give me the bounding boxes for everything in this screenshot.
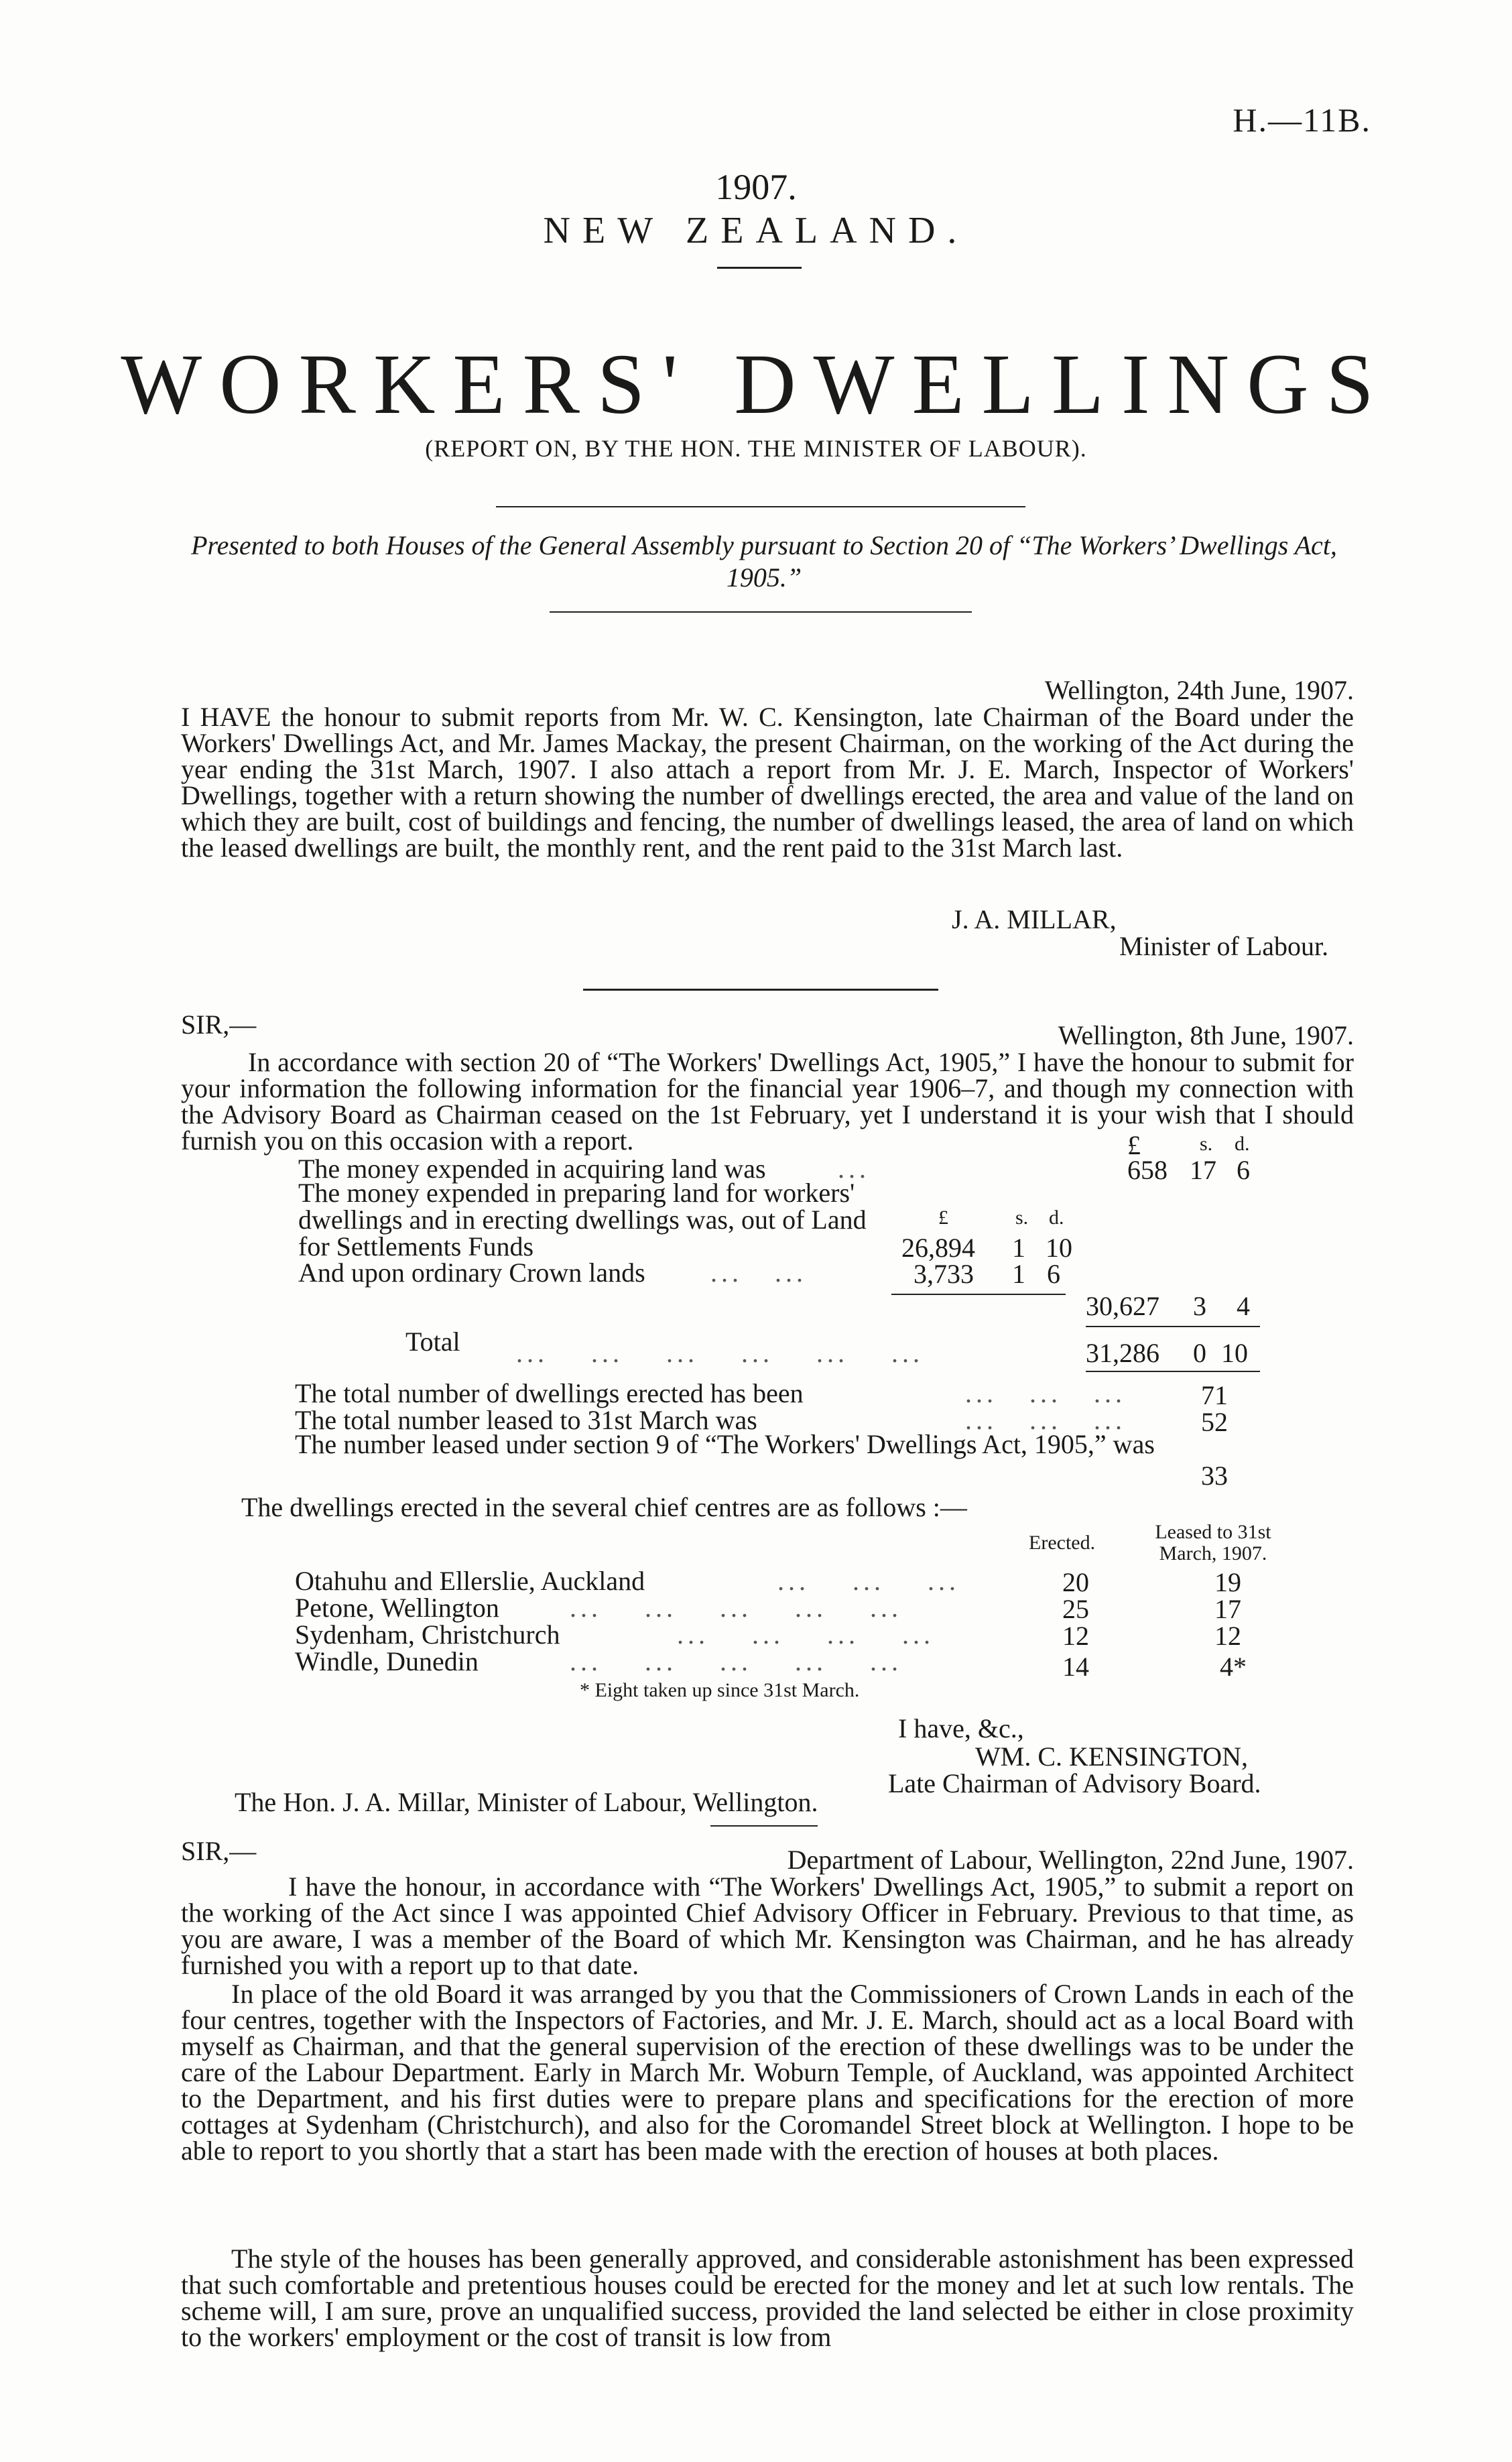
centre-erected: 14 [1062,1652,1089,1682]
count-value: 33 [1201,1461,1228,1491]
minister-signature: J. A. MILLAR, [952,904,1117,934]
kensington-salutation: SIR,— [181,1009,257,1040]
count-value: 52 [1201,1407,1228,1437]
money-item-label: The money expended in preparing land for workers' dwellings and in erecting dwellings was, out of Land for Settlements Funds [298,1178,867,1261]
sub-pence: 6 [1047,1259,1060,1289]
centre-erected: 25 [1062,1594,1089,1624]
mackay-paragraph: In place of the old Board it was arranged by you that the Commissioners of Crown Lands in each of the four centres, together with the Inspectors of Factories, and Mr. J. E. March, should act as a local Board with myself as Chairman, and that the general supervision of the erection of these dwellings was to be under the care of the Labour Department. Early in March Mr. Woburn Temple, of Auckland, was appointed Architect to the Department, and his first duties were to prepare plans and specifications for the erection of more cottages at Sydenham (Christchurch), and also for the Coromandel Street block at Wellington. I hope to be able to report to you shortly that a start has been made with the erection of houses at both places. [181,1979,1354,2166]
sub-pounds: 26,894 [901,1233,975,1263]
header-pence: d. [1235,1133,1250,1155]
mackay-paragraph: The style of the houses has been generally approved, and considerable astonishment has been expressed that such comfortable and pretentious houses could be erected for the money and let at such low rentals. The scheme will, I am sure, prove an unqualified success, provided the land selected be either in close proximity to the workers' employment or the cost of transit is low from [181,2243,1354,2352]
money-pounds: 658 [1127,1155,1168,1185]
count-label: The total number leased to 31st March was [295,1405,757,1435]
presentation-note: Presented to both Houses of the General Assembly pursuant to Section 20 of “The Workers’ Dwellings Act, 1905.” [191,530,1337,593]
header-shillings: s. [1200,1133,1213,1155]
total-pence: 10 [1221,1338,1248,1368]
total-shillings: 0 [1193,1338,1206,1368]
mackay-paragraph: I have the honour, in accordance with “The Workers' Dwellings Act, 1905,” to submit a report on the working of the Act since I was appointed Chief Advisory Officer in February. Previous to that time, as you are aware, I was a member of the Board of which Mr. Kensington was Chairman, and he has already furnished you with a report up to that date. [181,1871,1354,1980]
total-pounds: 31,286 [1086,1338,1159,1368]
centre-name: Sydenham, Christchurch [295,1619,560,1650]
footnote: * Eight taken up since 31st March. [580,1679,860,1701]
sub-pounds: 3,733 [914,1259,974,1289]
kensington-date: Wellington, 8th June, 1907. [1058,1020,1354,1050]
mackay-date: Department of Labour, Wellington, 22nd June, 1907. [787,1845,1354,1875]
centres-header-leased: Leased to 31st March, 1907. [1155,1521,1271,1564]
document-title: WORKERS' DWELLINGS [121,336,1391,432]
centres-intro: The dwellings erected in the several chief centres are as follows :— [241,1492,967,1522]
money-shillings: 3 [1193,1291,1206,1321]
centre-leased: 12 [1214,1621,1241,1651]
divider [717,267,802,269]
subtotal-rule [891,1294,1066,1295]
centre-leased: 19 [1214,1567,1241,1597]
money-shillings: 17 [1190,1155,1216,1185]
sub-header-shillings: s. [1015,1207,1029,1229]
kensington-closing: I have, &c., [898,1713,1024,1743]
sub-header-pounds: £ [938,1207,948,1229]
money-item-label: And upon ordinary Crown lands [298,1257,645,1288]
money-pence: 4 [1237,1291,1250,1321]
sub-shillings: 1 [1012,1259,1025,1289]
divider [550,611,972,613]
total-rule [1086,1326,1260,1327]
leader-dots: ... ... ... ... ... [570,1593,902,1623]
sub-pence: 10 [1046,1233,1072,1263]
document-year: 1907. [715,167,797,207]
minister-role: Minister of Labour. [1119,931,1329,961]
count-label: The number leased under section 9 of “The Workers' Dwellings Act, 1905,” was [295,1429,1155,1459]
kensington-addressee: The Hon. J. A. Millar, Minister of Labour, Wellington. [235,1787,818,1817]
centre-name: Petone, Wellington [295,1593,499,1623]
leader-dots: ... ... ... [777,1566,960,1596]
centre-leased: 17 [1214,1594,1241,1624]
country-heading: NEW ZEALAND. [543,210,969,251]
sub-header-pence: d. [1049,1207,1064,1229]
leader-dots: ... [838,1154,870,1184]
total-rule [1086,1371,1260,1372]
centre-name: Otahuhu and Ellerslie, Auckland [295,1566,645,1596]
mackay-salutation: SIR,— [181,1836,257,1866]
centre-leased: 4* [1220,1652,1247,1682]
centres-header-erected: Erected. [1029,1532,1096,1554]
document-subtitle: (REPORT ON, BY THE HON. THE MINISTER OF LABOUR). [425,435,1087,462]
leader-dots: ... ... ... [965,1378,1126,1408]
minister-letter-date: Wellington, 24th June, 1907. [1044,675,1354,705]
divider [496,506,1025,507]
leader-dots: ... ... ... ... ... [570,1646,902,1676]
divider [583,989,938,991]
divider [710,1825,818,1827]
count-label: The total number of dwellings erected has been [295,1378,804,1408]
centre-erected: 20 [1062,1567,1089,1597]
kensington-intro: In accordance with section 20 of “The Workers' Dwellings Act, 1905,” I have the honour to submit for your information the following information for the financial year 1906–7, and though my connection with the Advisory Board as Chairman ceased on the 1st February, yet I understand it is your wish that I should furnish you on this occasion with a report. [181,1047,1354,1156]
leader-dots: ... ... ... [965,1405,1126,1435]
centre-name: Windle, Dunedin [295,1646,479,1676]
minister-letter-body: I HAVE the honour to submit reports from Mr. W. C. Kensington, late Chairman of the Board under the Workers' Dwellings Act, and Mr. James Mackay, the present Chairman, on the working of the Act during the year ending the 31st March, 1907. I also attach a report from Mr. J. E. March, Inspector of Workers' Dwellings, together with a return showing the number of dwellings erected, the area and value of the land on which they are built, cost of buildings and fencing, the number of dwellings leased, the area of land on which the leased dwellings are built, the monthly rent, and the rent paid to the 31st March last. [181,702,1354,863]
leader-dots: ... ... ... ... ... ... [516,1338,924,1368]
kensington-signature: WM. C. KENSINGTON, [975,1741,1249,1772]
money-pounds: 30,627 [1086,1291,1159,1321]
header-pounds: £ [1127,1130,1141,1160]
document-reference: H.—11B. [1233,101,1371,139]
kensington-role: Late Chairman of Advisory Board. [888,1768,1261,1798]
leader-dots: ... ... [710,1257,807,1288]
money-pence: 6 [1237,1155,1250,1185]
centre-erected: 12 [1062,1621,1089,1651]
sub-shillings: 1 [1012,1233,1025,1263]
leader-dots: ... ... ... ... [677,1619,934,1650]
money-item-label: The money expended in acquiring land was [298,1154,766,1184]
count-value: 71 [1201,1380,1228,1410]
total-label: Total [405,1327,460,1357]
